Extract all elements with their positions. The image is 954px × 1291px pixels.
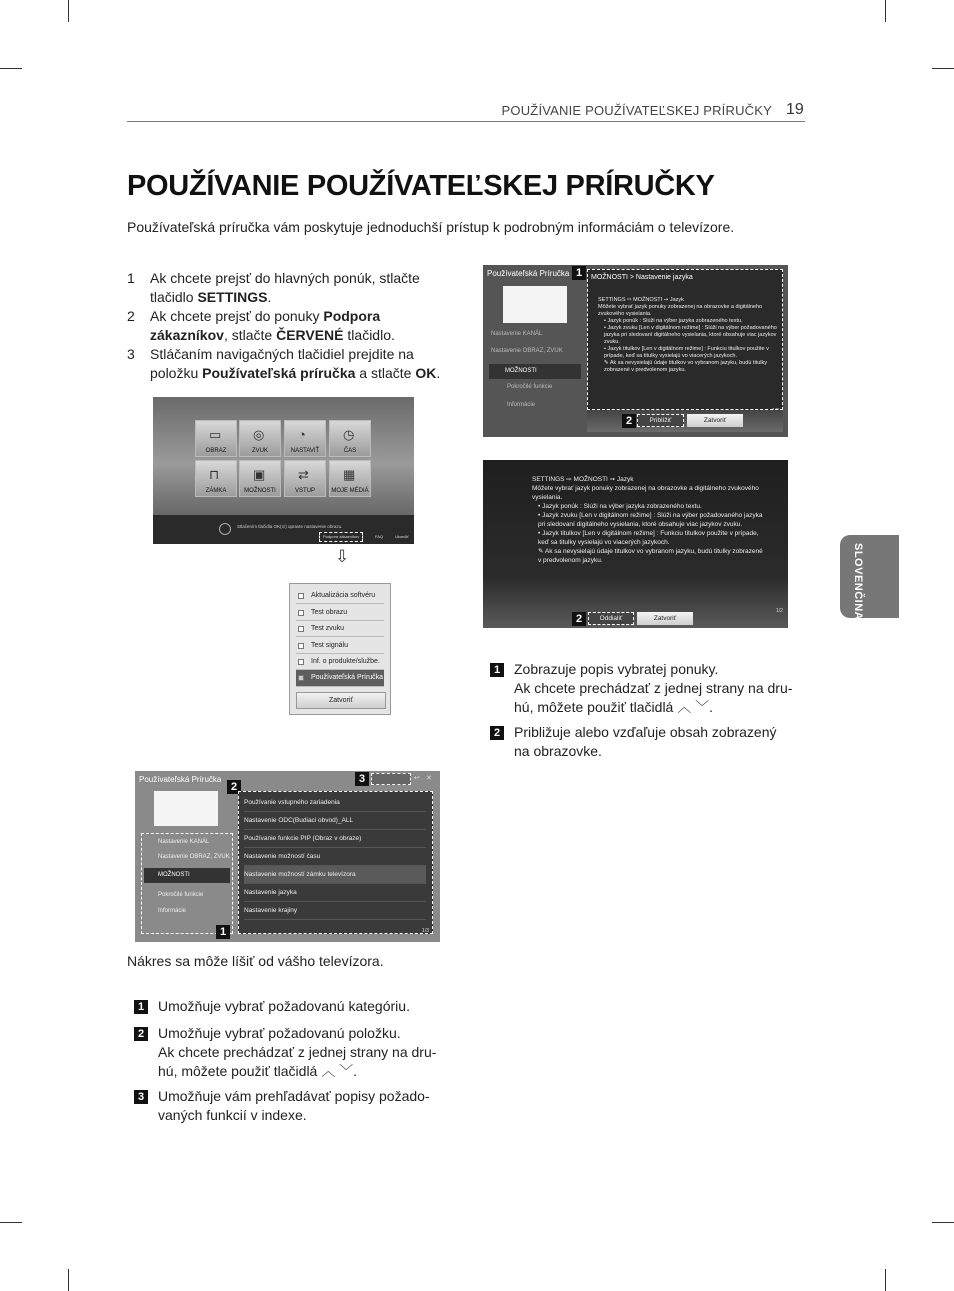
lock-icon: ⊓ — [209, 467, 220, 482]
language-tab: SLOVENČINA — [840, 535, 899, 618]
side-title: Používateľská Príručka — [139, 775, 222, 784]
zoom-in-button[interactable]: Priblížiť — [637, 414, 684, 427]
crop-mark — [932, 1222, 954, 1223]
support-button[interactable]: Podpora zákazníkov — [323, 534, 360, 539]
tile-moje-media[interactable]: ▦ MOJE MÉDIÁ — [329, 460, 371, 497]
category-item[interactable]: Nastavenie OBRAZ, ZVUK — [491, 348, 563, 354]
support-item[interactable]: Inf. o produkte/službe. — [296, 654, 384, 670]
category-item[interactable]: Informácie — [507, 402, 536, 408]
list-item[interactable]: Používanie vstupného zariadenia — [244, 794, 426, 812]
category-item[interactable]: Pokročilé funkcie — [158, 892, 204, 898]
manual-screen-zoomed — [483, 460, 788, 628]
tile-moznosti[interactable]: ▣ MOŽNOSTI — [239, 460, 281, 497]
clock-icon: ◷ — [343, 427, 355, 442]
support-item-selected[interactable]: Používateľská Príručka — [296, 670, 384, 687]
zoom-out-button[interactable]: Oddialiť — [588, 612, 634, 625]
crop-mark — [885, 0, 886, 22]
category-item[interactable]: Pokročilé funkcie — [507, 384, 553, 390]
popup-title: MOŽNOSTI > Nastavenie jazyka — [591, 274, 693, 281]
tile-cas[interactable]: ◷ ČAS — [329, 420, 371, 457]
briefcase-icon: ▣ — [253, 467, 266, 482]
support-menu — [289, 583, 391, 715]
tv-icon: ▭ — [209, 427, 222, 442]
list-item-selected[interactable]: Nastavenie možností zámku televízora — [244, 866, 426, 884]
category-item[interactable]: Informácie — [158, 908, 187, 914]
media-icon: ▦ — [343, 467, 356, 482]
manual-screen-list — [135, 771, 440, 942]
tile-zvuk[interactable]: ◎ ZVUK — [239, 420, 281, 457]
faq-button[interactable]: FAQ — [375, 534, 384, 539]
crop-mark — [885, 1269, 886, 1291]
category-item[interactable]: Nastavenie KANÁL — [491, 331, 543, 337]
category-panel — [141, 833, 233, 934]
zoomed-body: SETTINGS ⇨ MOŽNOSTI ➙ Jazyk Môžete vybrať jazyk ponuky zobrazenej na obrazovke a digitálneho zvukového vysielania. • Jazyk ponúk : Slúži na výber jazyka zobrazeného textu. • Jazyk zvuku [Len v digitálnom režime] : Slúži na výber požadovaného jazyka pri sledovaní digitálneho vysielania, ktoré obsahuje viac jazykov zvuku. • Jazyk titulkov [Len v digitálnom režime] : Funkciu titulkov použite v prípade, keď sa titulky vysielajú vo viacerých jazykoch. ✎ Ak sa nevysielajú údaje titulkov vo vybranom jazyku, budú titulky zobrazené v predvolenom jazyku. — [532, 476, 763, 564]
badge-3: 3 — [355, 772, 369, 786]
tile-vstup[interactable]: ⇄ VSTUP — [284, 460, 326, 497]
intro-text: Používateľská príručka vám poskytuje jednoduchší prístup k podrobným informáciám o televízore. — [127, 219, 735, 235]
popup-body: SETTINGS ⇨ MOŽNOSTI ➙ Jazyk Môžete vybrať jazyk ponuky zobrazenej na obrazovke a digitálneho zvukového vysielania. • Jazyk ponúk : Slúži na výber jazyka zobrazeného textu. • Jazyk zvuku [Len v digitálnom režime] : Slúži na výber požadovaného jazyka pri sledovaní digitálneho vysielania, ktoré obsahuje viac jazykov zvuku. • Jazyk titulkov [Len v digitálnom režime] : Funkciu titulkov použite v prípade, keď sa titulky vysielajú vo viacerých jazykoch. ✎ Ak sa nevysielajú údaje titulkov vo vybranom jazyku, budú titulky zobrazené v predvolenom jazyku. — [598, 297, 777, 373]
badge-1: 1 — [572, 266, 586, 280]
back-icon[interactable]: ↩ — [414, 775, 420, 782]
list-item[interactable]: Nastavenie ODC(Budiaci obvod)_ALL — [244, 812, 426, 830]
badge-2: 2 — [227, 780, 241, 794]
page-title: POUŽÍVANIE POUŽÍVATEĽSKEJ PRÍRUČKY — [127, 170, 715, 202]
crop-mark — [0, 1222, 22, 1223]
description-popup — [587, 269, 783, 410]
category-item[interactable]: Nastavenie OBRAZ, ZVUK — [158, 854, 230, 860]
support-item[interactable]: Test zvuku — [296, 621, 384, 637]
list-item[interactable]: Nastavenie jazyka — [244, 884, 426, 902]
home-hint: Stlačením tlačidla OK(⊙) upravte nastavenie obrazu. — [237, 524, 343, 529]
badge-1: 1 — [216, 925, 230, 939]
page-indicator: 1/3 — [422, 928, 429, 934]
manual-screen-description — [483, 265, 788, 437]
header-rule — [127, 121, 805, 122]
tile-zamka[interactable]: ⊓ ZÁMKA — [195, 460, 237, 497]
close-icon[interactable]: ✕ — [426, 775, 432, 782]
figure-caption: Nákres sa môže líšiť od vášho televízora. — [127, 953, 384, 969]
crop-mark — [68, 1269, 69, 1291]
close-button[interactable]: Zatvoriť — [687, 414, 743, 427]
close-button[interactable]: Zatvoriť — [637, 612, 693, 625]
arrow-down-icon: ⇩ — [335, 547, 350, 566]
home-buttons — [319, 534, 409, 542]
support-item[interactable]: Test signálu — [296, 638, 384, 654]
category-item-selected[interactable]: MOŽNOSTI — [144, 868, 230, 883]
exit-button[interactable]: Ukončiť — [395, 534, 409, 539]
ok-icon — [219, 523, 231, 535]
popup-button-bar — [587, 410, 783, 432]
crop-mark — [68, 0, 69, 22]
list-item[interactable]: Nastavenie možností času — [244, 848, 426, 866]
satellite-icon: ◔ — [298, 427, 306, 442]
badge-2: 2 — [622, 414, 636, 428]
page-indicator: 1/2 — [776, 608, 783, 614]
input-icon: ⇄ — [298, 467, 309, 482]
list-item[interactable]: Nastavenie krajiny — [244, 902, 426, 920]
support-item[interactable]: Test obrazu — [296, 605, 384, 621]
running-head: POUŽÍVANIE POUŽÍVATEĽSKEJ PRÍRUČKY — [501, 103, 772, 118]
thumbnail — [154, 791, 218, 826]
tile-obraz[interactable]: ▭ OBRAZ — [195, 420, 237, 457]
thumbnail — [503, 286, 567, 323]
index-search-bar[interactable] — [371, 773, 411, 785]
crop-mark — [932, 68, 954, 69]
badge-2: 2 — [572, 612, 586, 626]
category-item-selected[interactable]: MOŽNOSTI — [489, 364, 581, 379]
side-title: Používateľská Príručka — [487, 269, 570, 278]
close-button[interactable]: Zatvoriť — [296, 692, 386, 709]
item-list-panel — [238, 791, 433, 934]
home-menu-screenshot — [153, 397, 414, 544]
page-number: 19 — [786, 101, 804, 118]
crop-mark — [0, 68, 22, 69]
category-item[interactable]: Nastavenie KANÁL — [158, 839, 210, 845]
support-item[interactable]: Aktualizácia softvéru — [296, 588, 384, 604]
list-item[interactable]: Používanie funkcie PIP (Obraz v obraze) — [244, 830, 426, 848]
home-bottom-bar — [153, 515, 414, 544]
speaker-icon: ◎ — [253, 427, 265, 442]
tile-nastavit[interactable]: ◔ NASTAVIŤ — [284, 420, 326, 457]
